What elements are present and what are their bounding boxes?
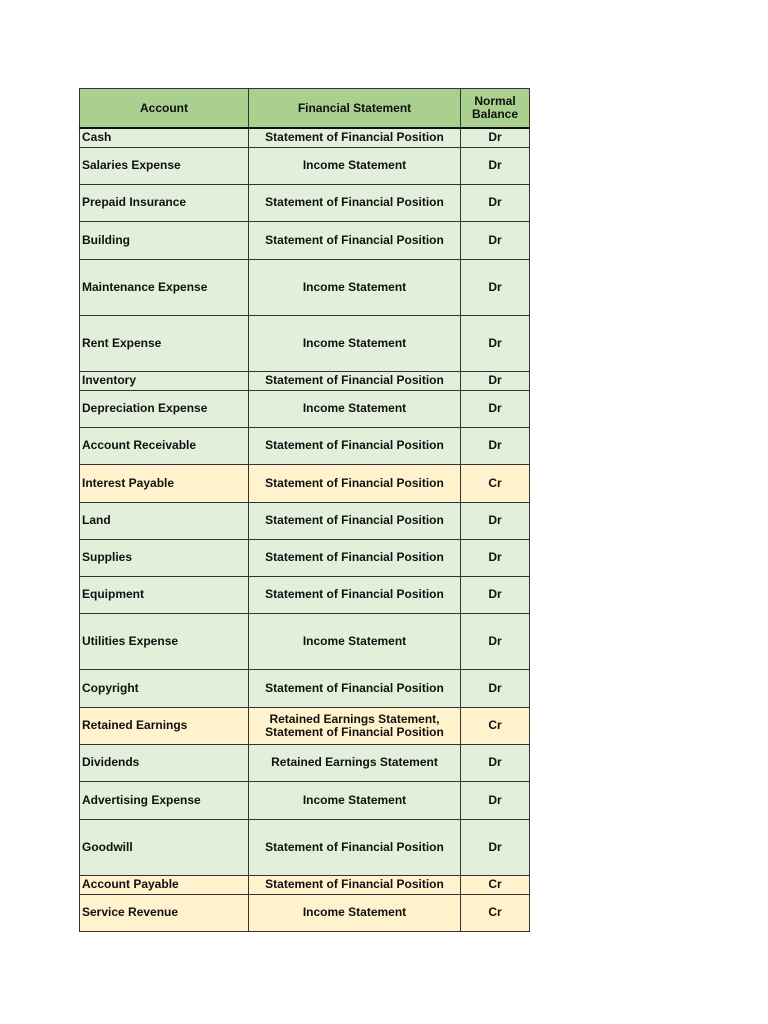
account-cell: Copyright [80,669,249,707]
balance-cell: Dr [461,128,530,147]
statement-cell: Statement of Financial Position [249,128,461,147]
statement-line-2: Statement of Financial Position [265,724,444,739]
statement-cell: Statement of Financial Position [249,371,461,390]
table-row [80,259,530,315]
header-financial-statement: Financial Statement [249,89,461,129]
balance-cell: Dr [461,371,530,390]
account-cell: Retained Earnings [80,707,249,744]
accounts-table [79,88,530,932]
balance-cell: Dr [461,221,530,259]
account-cell: Account Payable [80,875,249,894]
header-normal-balance-line1: Normal [474,94,516,108]
account-cell: Prepaid Insurance [80,184,249,221]
account-cell: Service Revenue [80,894,249,931]
balance-cell: Dr [461,576,530,613]
statement-cell: Retained Earnings Statement [249,744,461,781]
statement-cell: Statement of Financial Position [249,427,461,464]
balance-cell: Dr [461,390,530,427]
account-cell: Inventory [80,371,249,390]
header-row [80,89,530,129]
balance-cell: Dr [461,744,530,781]
statement-cell: Income Statement [249,390,461,427]
statement-cell: Income Statement [249,781,461,819]
balance-cell: Cr [461,707,530,744]
account-cell: Utilities Expense [80,613,249,669]
table-row [80,464,530,502]
balance-cell: Dr [461,315,530,371]
account-cell: Depreciation Expense [80,390,249,427]
statement-cell: Statement of Financial Position [249,819,461,875]
table-row [80,613,530,669]
table-row [80,427,530,464]
account-cell: Maintenance Expense [80,259,249,315]
table-row [80,390,530,427]
statement-cell: Income Statement [249,259,461,315]
balance-cell: Dr [461,259,530,315]
balance-cell: Cr [461,894,530,931]
balance-cell: Dr [461,539,530,576]
balance-cell: Dr [461,427,530,464]
table-row [80,894,530,931]
balance-cell: Dr [461,669,530,707]
balance-cell: Dr [461,613,530,669]
table-row [80,781,530,819]
table-row [80,539,530,576]
statement-cell: Income Statement [249,315,461,371]
account-cell: Equipment [80,576,249,613]
table-row [80,184,530,221]
statement-cell: Income Statement [249,613,461,669]
table-row [80,502,530,539]
statement-cell: Statement of Financial Position [249,184,461,221]
table-row [80,371,530,390]
statement-cell: Income Statement [249,147,461,184]
balance-cell: Dr [461,502,530,539]
account-cell: Supplies [80,539,249,576]
table-row [80,315,530,371]
account-cell: Account Receivable [80,427,249,464]
statement-line-1: Retained Earnings Statement, [269,711,440,726]
table-row [80,128,530,147]
header-account: Account [80,89,249,129]
statement-cell: Statement of Financial Position [249,502,461,539]
table-row [80,221,530,259]
statement-cell: Income Statement [249,894,461,931]
table-row [80,576,530,613]
table-row [80,147,530,184]
statement-cell: Statement of Financial Position [249,464,461,502]
account-cell: Salaries Expense [80,147,249,184]
statement-cell: Statement of Financial Position [249,875,461,894]
table-row [80,819,530,875]
balance-cell: Dr [461,184,530,221]
header-normal-balance-line2: Balance [471,107,519,121]
statement-cell: Statement of Financial Position [249,539,461,576]
statement-cell [249,707,461,744]
table-row [80,669,530,707]
account-cell: Cash [80,128,249,147]
account-cell: Interest Payable [80,464,249,502]
account-cell: Advertising Expense [80,781,249,819]
table-row [80,875,530,894]
balance-cell: Dr [461,781,530,819]
account-cell: Building [80,221,249,259]
account-cell: Goodwill [80,819,249,875]
account-cell: Rent Expense [80,315,249,371]
balance-cell: Dr [461,147,530,184]
table-row [80,707,530,744]
header-normal-balance [461,89,530,129]
account-cell: Dividends [80,744,249,781]
statement-cell: Statement of Financial Position [249,669,461,707]
statement-cell: Statement of Financial Position [249,221,461,259]
account-cell: Land [80,502,249,539]
table-row [80,744,530,781]
balance-cell: Dr [461,819,530,875]
balance-cell: Cr [461,464,530,502]
statement-cell: Statement of Financial Position [249,576,461,613]
balance-cell: Cr [461,875,530,894]
